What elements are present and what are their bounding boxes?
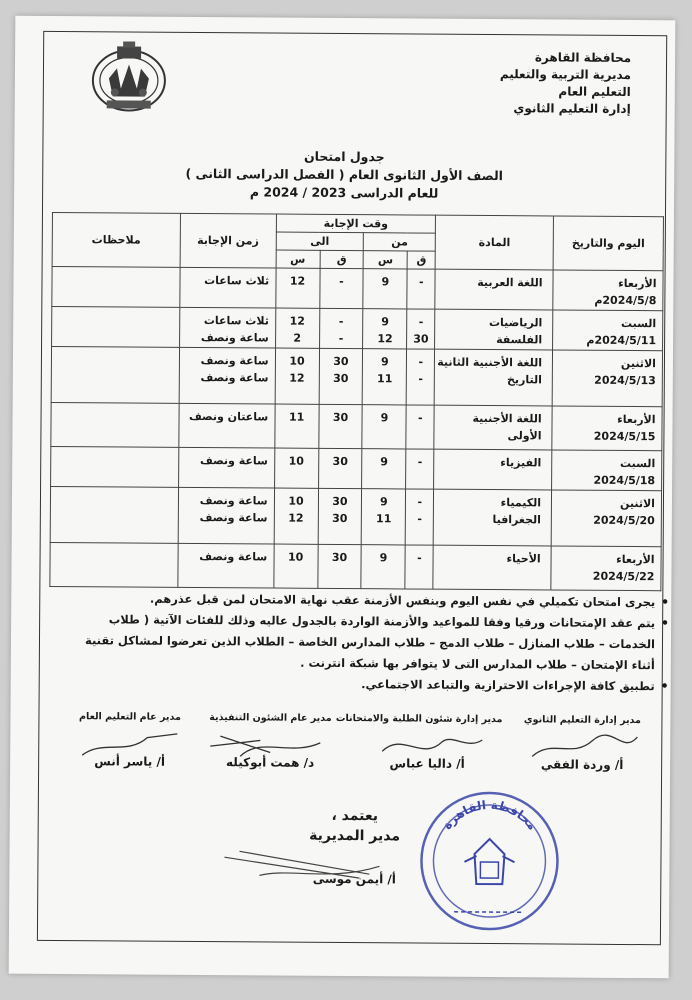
document-page: [9, 16, 676, 979]
subject-cell: الأحياء: [433, 545, 551, 590]
duration-cell: ساعة ونصف ساعة ونصف: [179, 347, 275, 404]
table-row: [51, 402, 662, 450]
to-q-cell: -: [319, 268, 363, 308]
approval-label: يعتمد ،: [331, 807, 379, 825]
ministry-emblem-logo: [87, 38, 172, 117]
from-q-cell: -: [406, 405, 434, 449]
notes-cell: [50, 542, 178, 587]
header-line-directorate: مديرية التربية والتعليم: [499, 67, 632, 83]
to-s-cell: 12: [275, 268, 319, 308]
header-from: من: [364, 233, 436, 252]
duration-cell: ساعة ونصف ساعة ونصف: [178, 487, 274, 544]
to-s-cell: 10 12: [275, 348, 319, 404]
notes-cell: [51, 402, 179, 447]
approval-block: [279, 808, 430, 887]
signature-block: [200, 712, 340, 770]
day-date-cell: الأربعاء 2024/5/8م: [553, 270, 663, 311]
from-q-cell: - -: [406, 489, 434, 545]
signatory-name: أ/ وردة الفقي: [540, 757, 624, 772]
from-s-cell: 9: [363, 269, 407, 309]
handwritten-signature: [200, 726, 340, 767]
header-subject: المادة: [435, 215, 553, 270]
from-s-cell: 9: [362, 405, 406, 449]
issuer-header: [500, 49, 632, 118]
to-q-cell: 30 30: [319, 348, 363, 404]
day-date-cell: الاثنين 2024/5/13: [552, 350, 662, 407]
signature-block: [335, 712, 503, 771]
header-line-general-education: التعليم العام: [558, 84, 631, 100]
director-signature: [219, 847, 389, 884]
subject-cell: اللغة الأجنبية الثانية التاريخ: [434, 349, 552, 406]
to-s-cell: 12 2: [275, 308, 319, 348]
signatures-row: [62, 711, 653, 795]
day-date-cell: الاثنين 2024/5/20: [551, 490, 661, 547]
schedule-title: [164, 147, 524, 204]
day-date-cell: السبت 2024/5/18: [552, 450, 662, 491]
from-q-cell: -: [406, 449, 434, 489]
title-line-3: للعام الدراسى 2023 / 2024 م: [249, 184, 439, 201]
subject-cell: اللغة الأجنبية الأولى: [434, 405, 552, 450]
duration-cell: ثلاث ساعات ساعة ونصف: [179, 307, 275, 348]
header-to-q: ق: [320, 250, 364, 268]
director-name: أ/ أيمن موسى: [312, 871, 396, 887]
to-q-cell: - -: [319, 308, 363, 348]
to-s-cell: 11: [274, 404, 318, 448]
from-s-cell: 9 12: [363, 309, 407, 349]
signatory-role: مدير إدارة شئون الطلبة والامتحانات: [335, 712, 503, 726]
table-row: [50, 486, 661, 546]
day-date-cell: السبت 2024/5/11م: [553, 310, 663, 351]
notes-cell: [51, 346, 179, 403]
day-date-cell: الأربعاء 2024/5/22: [551, 546, 661, 591]
duration-cell: ساعة ونصف: [178, 447, 274, 488]
table-row: [51, 446, 662, 490]
approval-title: مدير المديرية: [309, 827, 401, 845]
to-s-cell: 10: [274, 448, 318, 488]
header-day-date: اليوم والتاريخ: [553, 216, 663, 271]
from-q-cell: - 30: [407, 309, 435, 349]
svg-text:محافظة القاهرة: محافظة القاهرة: [439, 797, 540, 833]
note-item: • تطبيق كافة الإجراءات الاحترازية والتباعد الاجتماعي.: [71, 672, 669, 697]
header-to: الى: [276, 232, 364, 251]
to-s-cell: 10: [273, 544, 317, 588]
handwritten-signature: [67, 725, 192, 766]
header-from-q: ق: [407, 251, 435, 269]
from-s-cell: 9: [361, 545, 405, 589]
day-date-cell: الأربعاء 2024/5/15: [552, 406, 662, 451]
table-row: [50, 542, 661, 590]
signature-block: [67, 711, 192, 769]
header-answer-time: وقت الإجابة: [276, 214, 436, 233]
to-s-cell: 10 12: [274, 488, 318, 544]
from-q-cell: -: [407, 269, 435, 309]
header-notes: ملاحظات: [52, 212, 180, 267]
to-q-cell: 30: [317, 544, 361, 588]
signatory-name: د/ همت أبوكيله: [226, 755, 315, 770]
header-duration: زمن الإجابة: [180, 213, 276, 268]
from-s-cell: 9: [362, 449, 406, 489]
note-item: • يجرى امتحان تكميلي في نفس اليوم وبنفس الأزمنة عقب نهاية الامتحان لمن قبل عذرهم.: [71, 588, 669, 613]
notes-cell: [51, 446, 179, 487]
subject-cell: اللغة العربية: [435, 269, 553, 310]
signatory-role: مدير عام الشئون التنفيذية: [209, 712, 332, 724]
notes-cell: [52, 306, 180, 347]
title-line-1: جدول امتحان: [303, 148, 385, 165]
to-q-cell: 30 30: [318, 488, 362, 544]
from-q-cell: - -: [406, 349, 434, 405]
signatory-role: مدير إدارة التعليم الثانوي: [523, 714, 641, 727]
header-from-s: س: [364, 251, 408, 269]
duration-cell: ساعة ونصف: [178, 543, 274, 588]
table-row: [52, 266, 663, 310]
header-line-secondary-admin: إدارة التعليم الثانوي: [513, 101, 631, 117]
notes-cell: [52, 266, 180, 307]
handwritten-signature: [512, 728, 652, 769]
header-to-s: س: [276, 250, 320, 268]
notes-list: [71, 588, 670, 697]
table-row: [51, 346, 662, 406]
from-s-cell: 9 11: [362, 489, 406, 545]
duration-cell: ثلاث ساعات: [180, 267, 276, 308]
from-q-cell: -: [405, 545, 433, 589]
title-line-2: الصف الأول الثانوى العام ( الفصل الدراسى الثانى ): [185, 165, 504, 184]
duration-cell: ساعتان ونصف: [179, 403, 275, 448]
subject-cell: الكيمياء الجغرافيا: [433, 489, 551, 546]
subject-cell: الفيزياء: [434, 449, 552, 490]
exam-schedule-table: [49, 212, 664, 591]
signatory-role: مدير عام التعليم العام: [79, 711, 181, 723]
signature-block: [512, 714, 652, 772]
to-q-cell: 30: [318, 404, 362, 448]
notes-cell: [50, 486, 178, 543]
subject-cell: الرياضيات الفلسفة: [435, 309, 553, 350]
note-item: • يتم عقد الإمتحانات ورقيا وفقا للمواعيد والأزمنة الواردة بالجدول عاليه وذلك للفئات الآتية ( طلاب الخدمات – طلاب المنازل – طلاب الدمج – طلاب المدارس الخاصة – الطلاب الذين تعرضوا لمشاكل تقنية أثناء الإمتحان – طلاب المدارس التى لا يتوافر بها شبكة انترنت .: [71, 609, 669, 676]
header-line-governorate: محافظة القاهرة: [534, 50, 632, 66]
handwritten-signature: [352, 727, 502, 768]
signatory-name: أ/ داليا عباس: [389, 756, 465, 771]
table-row: [52, 306, 663, 350]
official-stamp: [414, 784, 565, 940]
from-s-cell: 9 11: [363, 349, 407, 405]
signatory-name: أ/ ياسر أنس: [94, 754, 166, 769]
to-q-cell: 30: [318, 448, 362, 488]
